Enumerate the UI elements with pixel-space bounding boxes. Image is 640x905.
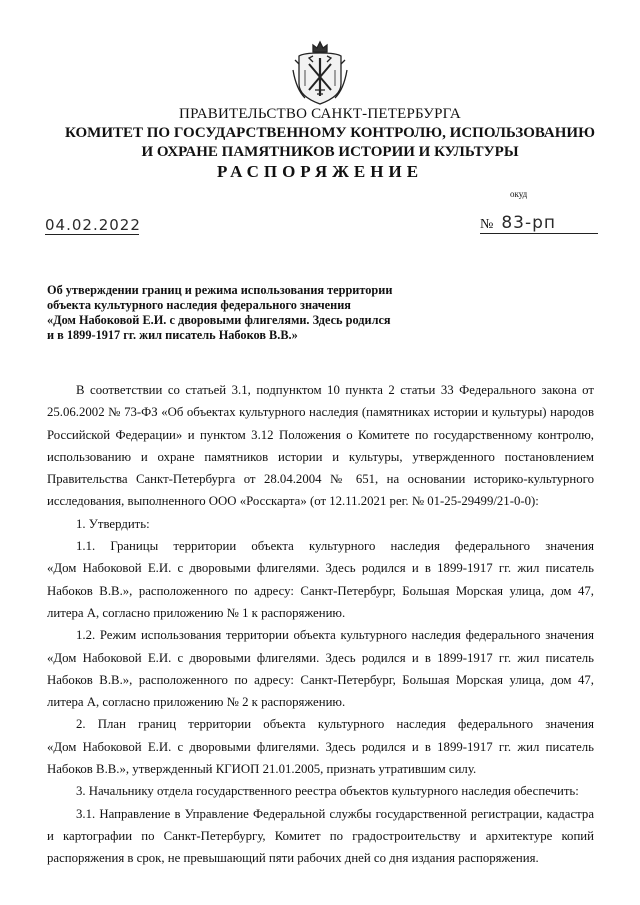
subject-line-4: и в 1899-1917 гг. жил писатель Набоков В.В.» — [47, 328, 298, 342]
body-line: «Дом Набоковой Е.И. с дворовыми флигелями. Здесь родился и в 1899-1917 гг. жил писатель — [47, 561, 594, 576]
body-line: распоряжения в срок, не превышающий пяти рабочих дней со дня издания распоряжения. — [47, 851, 539, 866]
number-sign: № — [480, 217, 494, 232]
body-line: Набоков В.В.», расположенного по адресу: Санкт-Петербург, Большая Морская улица, дом 47, — [47, 672, 594, 687]
body-line: Набоков В.В.», утвержденный КГИОП 21.01.2005, признать утратившим силу. — [47, 762, 477, 777]
paragraph-item-3-1 — [47, 803, 594, 870]
committee-line-1: КОМИТЕТ ПО ГОСУДАРСТВЕННОМУ КОНТРОЛЮ, ИСПОЛЬЗОВАНИЮ — [65, 125, 595, 141]
subject-line-1: Об утверждении границ и режима использования территории — [47, 283, 393, 297]
document-date: 04.02.2022 — [45, 216, 141, 234]
body-line: 3. Начальнику отдела государственного реестра объектов культурного наследия обеспечить: — [76, 784, 579, 799]
body-line: В соответствии со статьей 3.1, подпунктом 10 пункта 2 статьи 33 Федерального закона от — [76, 383, 594, 397]
body-line: «Дом Набоковой Е.И. с дворовыми флигелями. Здесь родился и в 1899-1917 гг. жил писатель — [47, 650, 594, 665]
body-line: Российской Федерации» и пунктом 3.12 Положения о Комитете по государственному контролю, — [47, 427, 594, 442]
body-line: литера А, согласно приложению № 1 к распоряжению. — [47, 605, 346, 620]
committee-line-2: И ОХРАНЕ ПАМЯТНИКОВ ИСТОРИИ И КУЛЬТУРЫ — [141, 144, 519, 160]
subject-line-2: объекта культурного наследия федерального значения — [47, 298, 351, 312]
body-line: 1.1. Границы территории объекта культурного наследия федерального значения — [76, 539, 594, 554]
body-line: 25.06.2002 № 73-ФЗ «Об объектах культурного наследия (памятниках истории и культуры) народов — [47, 405, 594, 420]
body-line: 3.1. Направление в Управление Федеральной службы государственной регистрации, кадастра — [76, 806, 594, 821]
body-line: Набоков В.В.», расположенного по адресу: Санкт-Петербург, Большая Морская улица, дом 47, — [47, 583, 594, 598]
committee-title — [60, 124, 600, 162]
body-line: «Дом Набоковой Е.И. с дворовыми флигелями. Здесь родился и в 1899-1917 гг. жил писатель — [47, 739, 594, 754]
body-line: 1. Утвердить: — [76, 516, 150, 531]
body-line: использованию и охране памятников истории и культуры, утвержденного постановлением — [47, 449, 594, 464]
document-type: РАСПОРЯЖЕНИЕ — [216, 162, 424, 181]
paragraph-item-2 — [47, 713, 594, 780]
paragraph-item-3 — [47, 780, 594, 802]
government-title: ПРАВИТЕЛЬСТВО САНКТ-ПЕТЕРБУРГА — [179, 106, 461, 122]
paragraph-item-1-2 — [47, 624, 594, 713]
body-line: Правительства Санкт-Петербурга от 28.04.2004 № 651, на основании историко-культурного — [47, 472, 594, 487]
document-subject — [47, 283, 457, 343]
paragraph-item-1-1 — [47, 535, 594, 624]
body-line: исследования, выполненного ООО «Росскарта» (от 12.11.2021 рег. № 01-25-29499/21-0-0): — [47, 494, 539, 509]
number-value: 83-рп — [501, 213, 557, 233]
paragraph-intro — [47, 379, 594, 513]
paragraph-item-1 — [47, 513, 594, 535]
document-number — [480, 213, 598, 234]
body-line: 1.2. Режим использования территории объекта культурного наследия федерального значения — [76, 628, 594, 643]
document-body — [47, 379, 594, 870]
coat-of-arms-icon — [291, 40, 349, 106]
body-line: литера А, согласно приложению № 2 к распоряжению. — [47, 695, 346, 710]
subject-line-3: «Дом Набоковой Е.И. с дворовыми флигелями. Здесь родился — [47, 313, 391, 327]
body-line: 2. План границ территории объекта культурного наследия федерального значения — [76, 717, 594, 732]
okud-label: окуд — [510, 189, 528, 199]
body-line: и картографии по Санкт-Петербургу, Комитет по градостроительству и архитектуре копий — [47, 828, 594, 843]
